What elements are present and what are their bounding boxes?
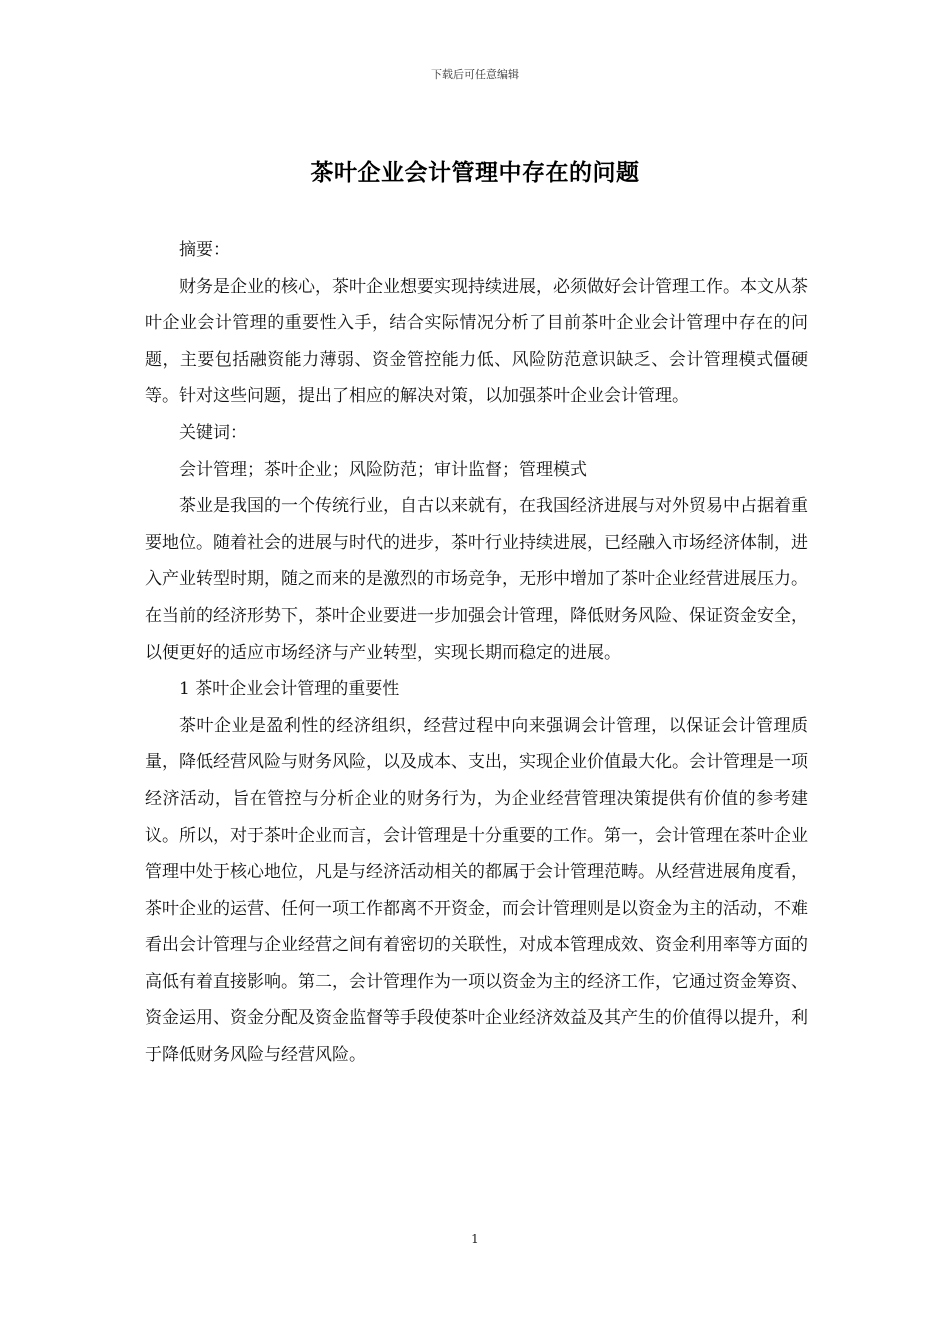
page-number: 1 [471, 1232, 479, 1246]
intro-paragraph: 茶业是我国的一个传统行业，自古以来就有，在我国经济进展与对外贸易中占据着重要地位。随着社会的进展与时代的进步，茶叶行业持续进展，已经融入市场经济体制，进入产业转型时期，随之而来的是激烈的市场竞争，无形中增加了茶叶企业经营进展压力。在当前的经济形势下，茶叶企业要进一步加强会计管理，降低财务风险、保证资金安全，以便更好的适应市场经济与产业转型，实现长期而稳定的进展。 [145, 496, 808, 663]
abstract-heading: 摘要： [179, 240, 230, 260]
section-1-paragraph: 茶叶企业是盈利性的经济组织，经营过程中向来强调会计管理，以保证会计管理质量，降低经营风险与财务风险，以及成本、支出，实现企业价值最大化。会计管理是一项经济活动，旨在管控与分析企业的财务行为，为企业经营管理决策提供有价值的参考建议。所以，对于茶叶企业而言，会计管理是十分重要的工作。第一，会计管理在茶叶企业管理中处于核心地位，凡是与经济活动相关的都属于会计管理范畴。从经营进展角度看，茶叶企业的运营、任何一项工作都离不开资金，而会计管理则是以资金为主的活动，不难看出会计管理与企业经营之间有着密切的关联性，对成本管理成效、资金利用率等方面的高低有着直接影响。第二，会计管理作为一项以资金为主的经济工作，它通过资金筹资、资金运用、资金分配及资金监督等手段使茶叶企业经济效益及其产生的价值得以提升，利于降低财务风险与经营风险。 [145, 715, 808, 1066]
document-title: 茶叶企业会计管理中存在的问题 [310, 159, 640, 186]
document-body [145, 232, 808, 1074]
abstract-paragraph: 财务是企业的核心，茶叶企业想要实现持续进展，必须做好会计管理工作。本文从茶叶企业会计管理的重要性入手，结合实际情况分析了目前茶叶企业会计管理中存在的问题，主要包括融资能力薄弱、资金管控能力低、风险防范意识缺乏、会计管理模式僵硬等。针对这些问题，提出了相应的解决对策，以加强茶叶企业会计管理。 [145, 276, 808, 407]
keywords-list: 会计管理；茶叶企业；风险防范；审计监督；管理模式 [179, 459, 587, 480]
section-heading-1: 1 茶叶企业会计管理的重要性 [179, 679, 400, 700]
page-header-note: 下载后可任意编辑 [431, 68, 519, 81]
keywords-heading: 关键词： [179, 422, 247, 443]
